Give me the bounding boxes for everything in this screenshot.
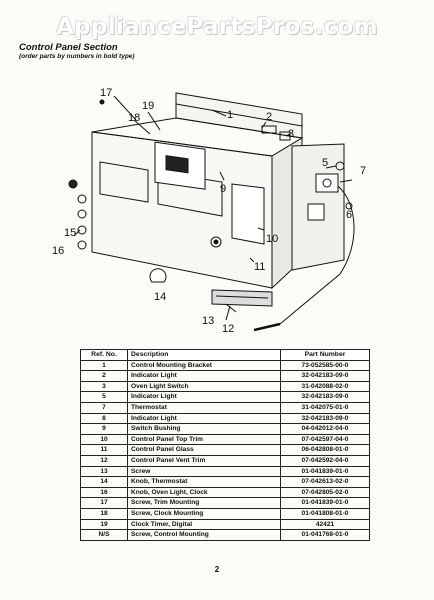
- callout-label: 15: [64, 227, 77, 239]
- description-cell: Control Panel Glass: [128, 445, 281, 456]
- column-header-ref: Ref. No.: [81, 350, 128, 361]
- table-row: [81, 371, 370, 382]
- callout-label: 14: [154, 291, 167, 303]
- section-title: Control Panel Section: [19, 42, 118, 53]
- table-row: [81, 402, 370, 413]
- part-number-cell: 01-041808-01-0: [281, 508, 370, 519]
- description-cell: Oven Light Switch: [128, 381, 281, 392]
- column-header-part-number: Part Number: [281, 350, 370, 361]
- table-row: [81, 455, 370, 466]
- table-row: [81, 466, 370, 477]
- description-cell: Knob, Oven Light, Clock: [128, 487, 281, 498]
- description-cell: Screw, Clock Mounting: [128, 508, 281, 519]
- part-number-cell: 42421: [281, 519, 370, 530]
- part-number-cell: 07-042597-04-0: [281, 434, 370, 445]
- part-number-cell: 07-042613-02-0: [281, 477, 370, 488]
- table-row: [81, 445, 370, 456]
- part-number-cell: 06-042808-01-0: [281, 445, 370, 456]
- part-number-cell: 31-042075-01-0: [281, 402, 370, 413]
- diagram-drawing: [69, 93, 354, 330]
- part-number-cell: 31-042088-02-0: [281, 381, 370, 392]
- ref-cell: 2: [81, 371, 128, 382]
- page-number: 2: [214, 565, 220, 574]
- table-row: [81, 360, 370, 371]
- callout-label: 6: [346, 209, 353, 221]
- callout-label: 17: [100, 87, 113, 99]
- ref-cell: 18: [81, 508, 128, 519]
- ref-cell: 7: [81, 402, 128, 413]
- table-row: [81, 477, 370, 488]
- callout-label: 11: [254, 261, 266, 273]
- description-cell: Indicator Light: [128, 392, 281, 403]
- table-row: [81, 424, 370, 435]
- part-number-cell: 32-042183-09-0: [281, 371, 370, 382]
- ref-cell: 1: [81, 360, 128, 371]
- description-cell: Knob, Thermostat: [128, 477, 281, 488]
- part-number-cell: 01-041839-01-0: [281, 498, 370, 509]
- watermark: AppliancePartsPros.com: [56, 14, 378, 40]
- ref-cell: 9: [81, 424, 128, 435]
- description-cell: Indicator Light: [128, 413, 281, 424]
- callout-label: 12: [222, 323, 235, 335]
- callout-label: 2: [266, 111, 273, 123]
- description-cell: Control Panel Vent Trim: [128, 455, 281, 466]
- ref-cell: 3: [81, 381, 128, 392]
- description-cell: Control Panel Top Trim: [128, 434, 281, 445]
- table-row: [81, 413, 370, 424]
- callout-label: 7: [360, 165, 367, 177]
- ref-cell: 12: [81, 455, 128, 466]
- exploded-parts-diagram: [40, 74, 390, 336]
- table-row: [81, 487, 370, 498]
- part-number-cell: 04-042012-04-0: [281, 424, 370, 435]
- description-cell: Switch Bushing: [128, 424, 281, 435]
- description-cell: Screw: [128, 466, 281, 477]
- table-row: [81, 392, 370, 403]
- part-number-cell: 07-042592-04-0: [281, 455, 370, 466]
- part-number-cell: 32-042183-09-0: [281, 392, 370, 403]
- ref-cell: 16: [81, 487, 128, 498]
- parts-table: [80, 349, 370, 541]
- knob-thermostat: [150, 269, 166, 282]
- table-row: [81, 381, 370, 392]
- description-cell: Clock Timer, Digital: [128, 519, 281, 530]
- ref-cell: 11: [81, 445, 128, 456]
- ref-cell: 8: [81, 413, 128, 424]
- part-number-cell: 32-042183-09-0: [281, 413, 370, 424]
- ref-cell: N/S: [81, 530, 128, 541]
- table-row: [81, 530, 370, 541]
- description-cell: Control Mounting Bracket: [128, 360, 281, 371]
- table-row: [81, 498, 370, 509]
- column-header-description: Description: [128, 350, 281, 361]
- ref-cell: 17: [81, 498, 128, 509]
- description-cell: Screw, Control Mounting: [128, 530, 281, 541]
- ref-cell: 14: [81, 477, 128, 488]
- callout-label: 16: [52, 245, 65, 257]
- callout-label: 3: [288, 128, 295, 140]
- table-row: [81, 519, 370, 530]
- ref-cell: 5: [81, 392, 128, 403]
- ref-cell: 19: [81, 519, 128, 530]
- part-number-cell: 73-052585-00-0: [281, 360, 370, 371]
- callout-label: 19: [142, 100, 155, 112]
- part-number-cell: 01-041768-01-0: [281, 530, 370, 541]
- table-row: [81, 508, 370, 519]
- description-cell: Screw, Trim Mounting: [128, 498, 281, 509]
- table-row: [81, 434, 370, 445]
- description-cell: Thermostat: [128, 402, 281, 413]
- callout-label: 9: [220, 183, 227, 195]
- callout-label: 5: [322, 157, 329, 169]
- description-cell: Indicator Light: [128, 371, 281, 382]
- callout-label: 1: [227, 109, 234, 121]
- thermostat: [316, 174, 338, 192]
- table-header-row: [81, 350, 370, 361]
- part-number-cell: 01-041839-01-0: [281, 466, 370, 477]
- part-number-cell: 07-042805-02-0: [281, 487, 370, 498]
- callout-label: 18: [128, 112, 141, 124]
- callout-label: 13: [202, 315, 215, 327]
- callout-label: 10: [266, 233, 279, 245]
- ref-cell: 13: [81, 466, 128, 477]
- section-subtitle: (order parts by numbers in bold type): [19, 53, 135, 60]
- ref-cell: 10: [81, 434, 128, 445]
